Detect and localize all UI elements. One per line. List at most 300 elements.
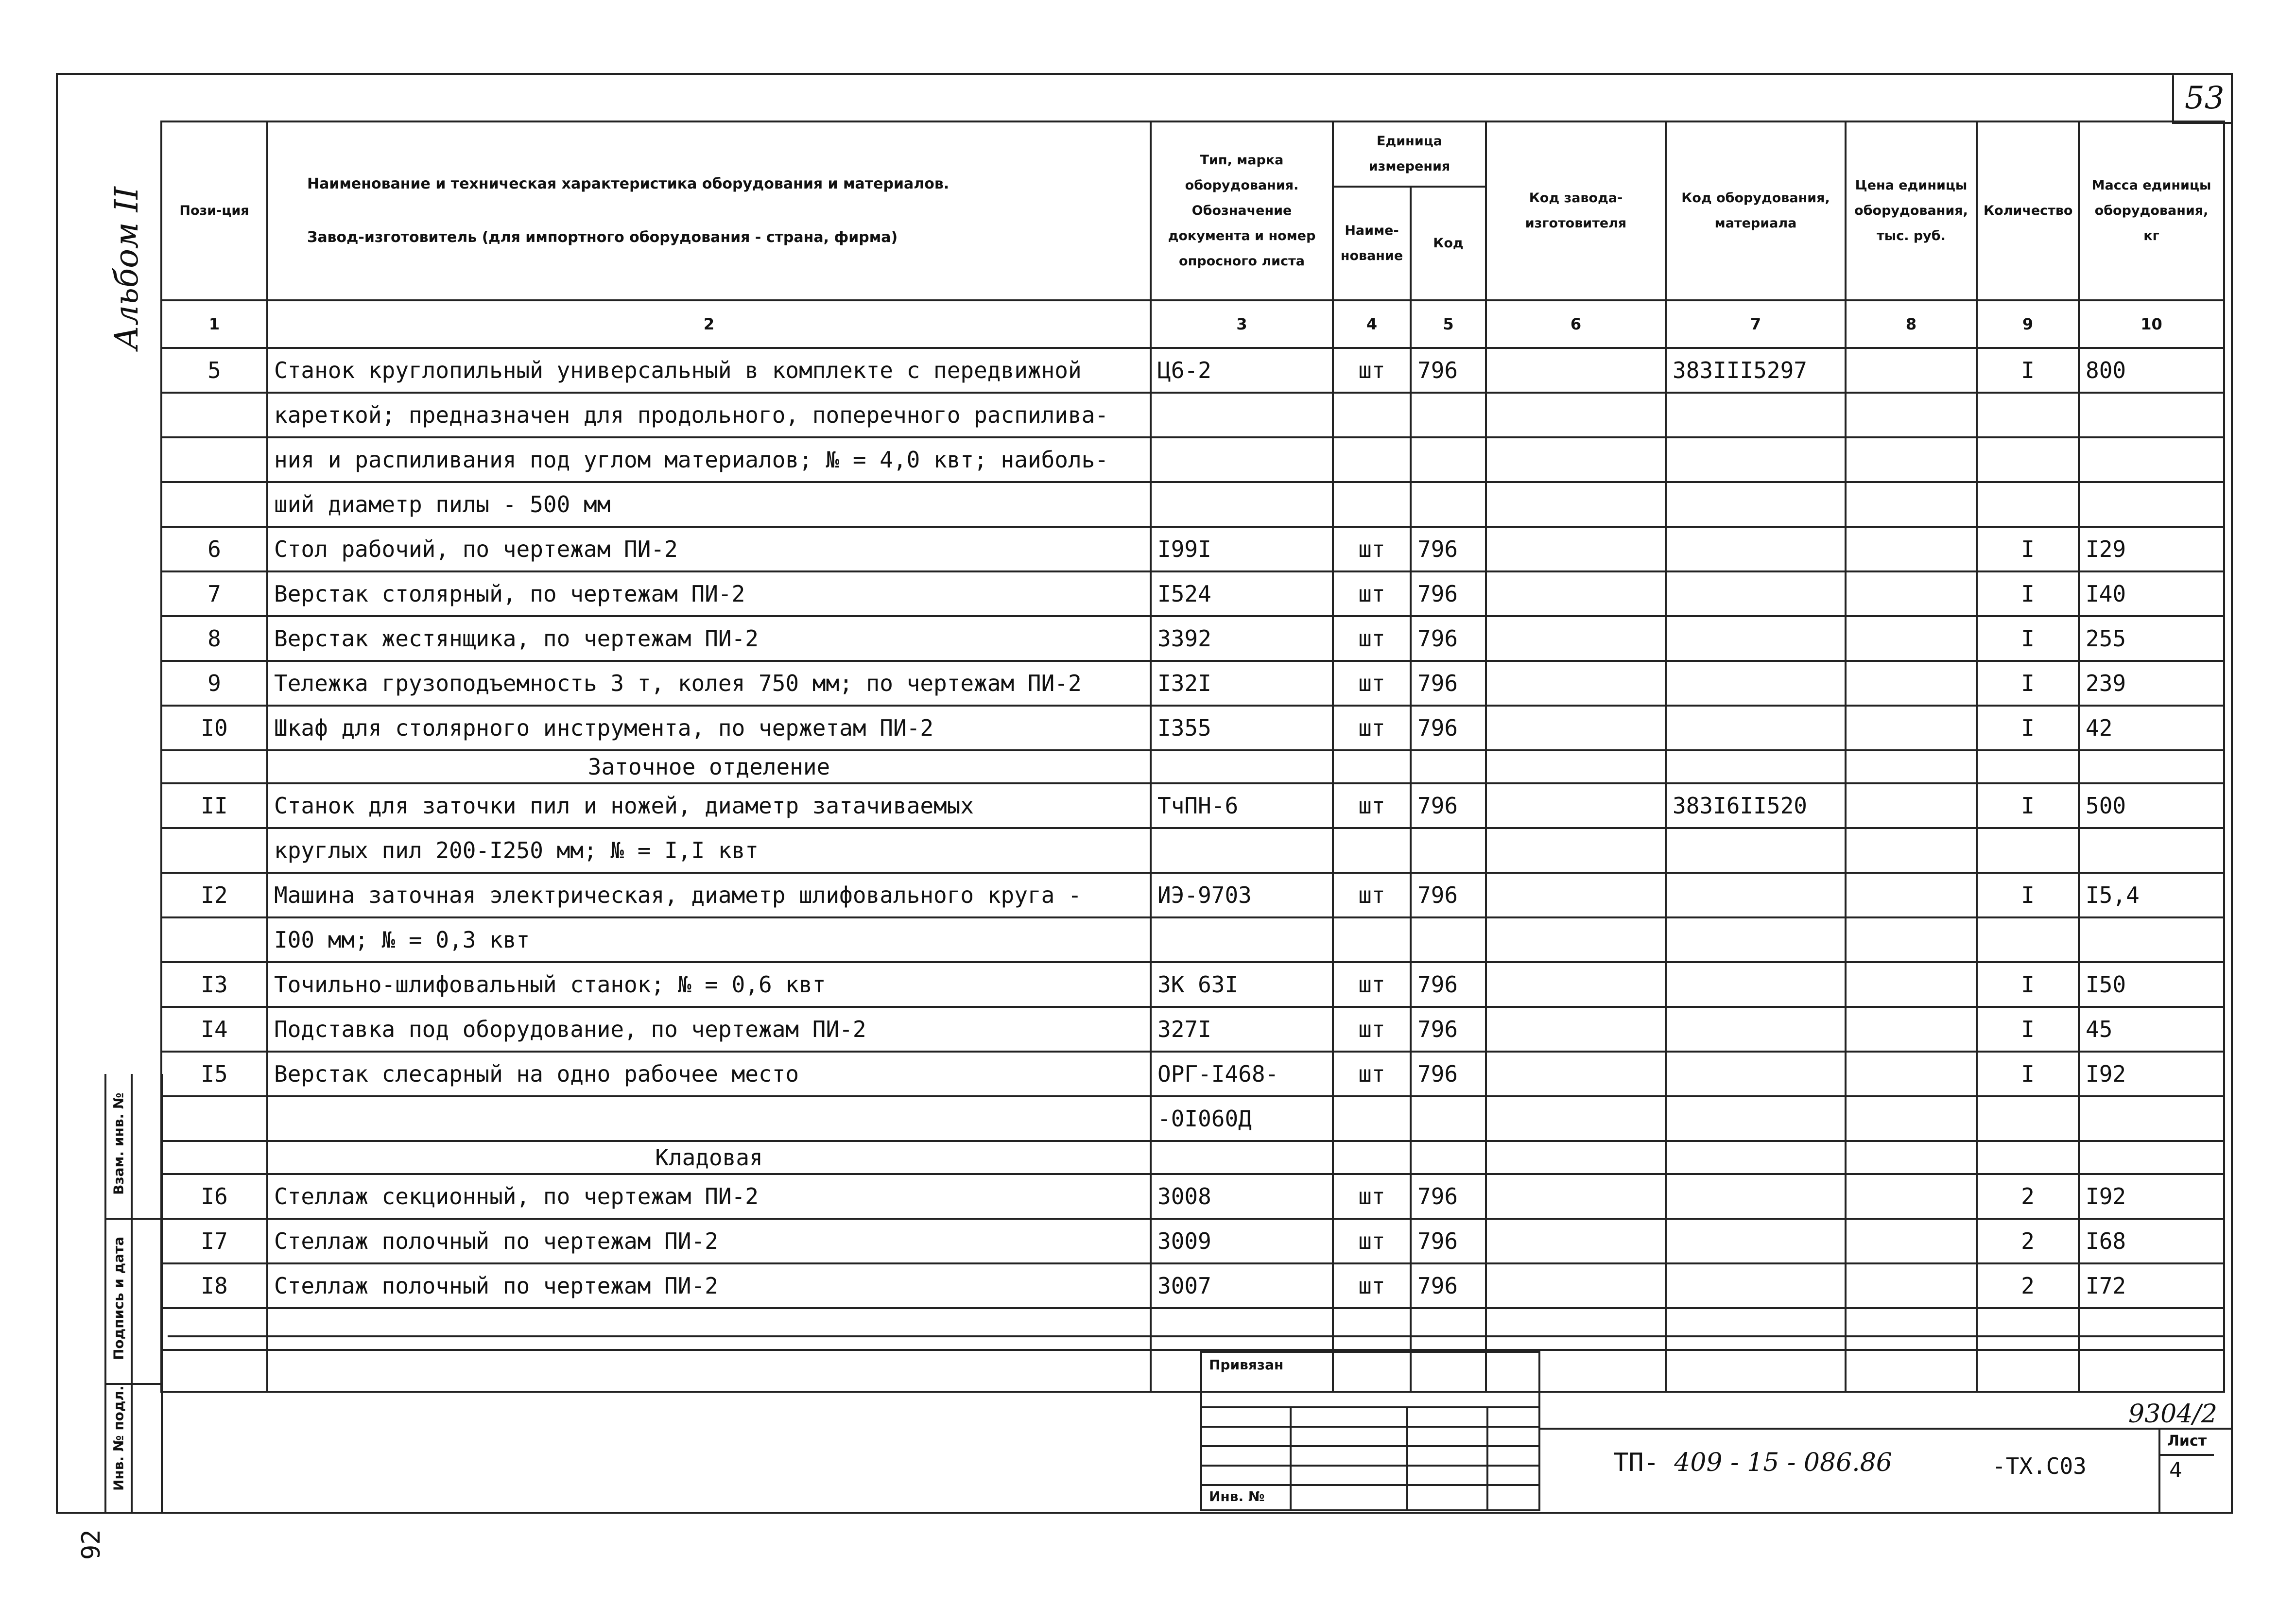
section-empty-cell <box>1846 1141 1977 1174</box>
row-quantity <box>1977 393 2079 437</box>
table-row <box>161 1096 2224 1141</box>
row-name: Станок круглопильный универсальный в комплекте с передвижной <box>267 348 1151 393</box>
row-unit-code: 796 <box>1411 783 1486 828</box>
row-unit-code: 796 <box>1411 1174 1486 1219</box>
row-mass: I68 <box>2079 1219 2224 1263</box>
section-empty-cell <box>2079 1141 2224 1174</box>
row-price <box>1846 1052 1977 1096</box>
row-position <box>161 482 267 527</box>
table-row <box>161 917 2224 962</box>
row-factory-code <box>1486 917 1666 962</box>
sheet-box-line <box>2160 1454 2214 1456</box>
row-price <box>1846 348 1977 393</box>
row-equipment-code <box>1666 1052 1846 1096</box>
section-empty-cell <box>1411 1141 1486 1174</box>
row-position: 8 <box>161 616 267 661</box>
row-quantity: I <box>1977 783 2079 828</box>
row-position: 6 <box>161 527 267 571</box>
row-type <box>1151 917 1333 962</box>
row-price <box>1846 616 1977 661</box>
row-position <box>161 917 267 962</box>
row-factory-code <box>1486 873 1666 917</box>
row-mass: 239 <box>2079 661 2224 706</box>
row-mass: I50 <box>2079 962 2224 1007</box>
row-position: II <box>161 783 267 828</box>
row-unit <box>1333 437 1411 482</box>
row-unit-code: 796 <box>1411 1052 1486 1096</box>
equipment-specification-table <box>160 121 2225 1393</box>
row-price <box>1846 393 1977 437</box>
row-quantity: I <box>1977 1007 2079 1052</box>
row-unit <box>1333 482 1411 527</box>
row-type: ИЭ-9703 <box>1151 873 1333 917</box>
row-position: I2 <box>161 873 267 917</box>
table-body <box>161 348 2224 1392</box>
row-quantity: 2 <box>1977 1219 2079 1263</box>
row-equipment-code <box>1666 1263 1846 1308</box>
row-equipment-code: 383I6II520 <box>1666 783 1846 828</box>
row-position: 9 <box>161 661 267 706</box>
row-factory-code <box>1486 1174 1666 1219</box>
column-number-row <box>161 300 2224 348</box>
row-factory-code <box>1486 1052 1666 1096</box>
row-unit: шт <box>1333 1263 1411 1308</box>
replace-inv-label: Взам. инв. № <box>110 1092 127 1195</box>
row-equipment-code <box>1666 1096 1846 1141</box>
row-unit <box>1333 828 1411 873</box>
row-price <box>1846 1007 1977 1052</box>
row-unit-code: 796 <box>1411 661 1486 706</box>
table-row <box>161 348 2224 393</box>
row-unit-code <box>1411 393 1486 437</box>
row-equipment-code <box>1666 571 1846 616</box>
row-quantity <box>1977 482 2079 527</box>
row-equipment-code <box>1666 527 1846 571</box>
row-price <box>1846 917 1977 962</box>
row-unit-code: 796 <box>1411 1263 1486 1308</box>
row-name: Тележка грузоподъемность 3 т, колея 750 мм; по чертежам ПИ-2 <box>267 661 1151 706</box>
row-factory-code <box>1486 783 1666 828</box>
stamp-divider <box>1290 1406 1292 1509</box>
row-position <box>161 437 267 482</box>
row-name <box>267 1096 1151 1141</box>
row-mass <box>2079 917 2224 962</box>
row-quantity: I <box>1977 661 2079 706</box>
row-equipment-code <box>1666 1219 1846 1263</box>
row-mass: I92 <box>2079 1052 2224 1096</box>
row-unit <box>1333 1096 1411 1141</box>
row-unit: шт <box>1333 348 1411 393</box>
blank-cell <box>161 1350 267 1392</box>
blank-cell <box>1666 1350 1846 1392</box>
row-quantity <box>1977 828 2079 873</box>
row-type: 3008 <box>1151 1174 1333 1219</box>
column-number: 7 <box>1666 300 1846 348</box>
row-unit-code: 796 <box>1411 1219 1486 1263</box>
signature-date-label: Подпись и дата <box>110 1236 127 1360</box>
row-unit-code: 796 <box>1411 616 1486 661</box>
row-factory-code <box>1486 1007 1666 1052</box>
row-price <box>1846 1219 1977 1263</box>
row-quantity: 2 <box>1977 1263 2079 1308</box>
row-mass: I92 <box>2079 1174 2224 1219</box>
section-empty-cell <box>1666 750 1846 783</box>
header-type: Тип, марка оборудования. Обозначение документа и номер опросного листа <box>1151 121 1333 300</box>
sheet-value: 4 <box>2169 1458 2182 1483</box>
row-mass <box>2079 482 2224 527</box>
section-title: Кладовая <box>267 1141 1151 1174</box>
row-type: 3007 <box>1151 1263 1333 1308</box>
row-name: Верстак столярный, по чертежам ПИ-2 <box>267 571 1151 616</box>
column-number: 2 <box>267 300 1151 348</box>
row-mass: 800 <box>2079 348 2224 393</box>
row-unit-code <box>1411 917 1486 962</box>
blank-cell <box>1977 1308 2079 1350</box>
row-factory-code <box>1486 962 1666 1007</box>
blank-cell <box>1846 1308 1977 1350</box>
section-empty-cell <box>1411 750 1486 783</box>
blank-cell <box>1486 1308 1666 1350</box>
blank-cell <box>267 1350 1151 1392</box>
section-empty-cell <box>1333 750 1411 783</box>
row-mass: 42 <box>2079 706 2224 750</box>
table-row <box>161 437 2224 482</box>
row-price <box>1846 706 1977 750</box>
stamp-divider <box>1406 1406 1408 1509</box>
row-position: 7 <box>161 571 267 616</box>
section-row <box>161 1141 2224 1174</box>
table-row <box>161 783 2224 828</box>
row-unit-code: 796 <box>1411 1007 1486 1052</box>
row-equipment-code <box>1666 437 1846 482</box>
blank-cell <box>1151 1308 1333 1350</box>
blank-cell <box>161 1308 267 1350</box>
row-quantity: I <box>1977 616 2079 661</box>
row-unit <box>1333 917 1411 962</box>
row-factory-code <box>1486 1219 1666 1263</box>
row-price <box>1846 571 1977 616</box>
header-quantity: Количество <box>1977 121 2079 300</box>
blank-cell <box>1333 1308 1411 1350</box>
table-row <box>161 571 2224 616</box>
row-name: ния и распиливания под углом материалов; № = 4,0 квт; наиболь- <box>267 437 1151 482</box>
row-price <box>1846 783 1977 828</box>
row-mass: I72 <box>2079 1263 2224 1308</box>
row-factory-code <box>1486 706 1666 750</box>
row-name: Шкаф для столярного инструмента, по чержетам ПИ-2 <box>267 706 1151 750</box>
section-empty-cell <box>1846 750 1977 783</box>
page-number: 92 <box>77 1529 106 1560</box>
table-row <box>161 527 2224 571</box>
row-quantity: I <box>1977 962 2079 1007</box>
row-mass <box>2079 393 2224 437</box>
row-unit-code: 796 <box>1411 962 1486 1007</box>
row-quantity <box>1977 437 2079 482</box>
blank-cell <box>1666 1308 1846 1350</box>
row-type: I524 <box>1151 571 1333 616</box>
side-approval-strip <box>104 1074 168 1514</box>
header-price: Цена единицы оборудования, тыс. руб. <box>1846 121 1977 300</box>
row-type <box>1151 393 1333 437</box>
section-empty-cell <box>1151 1141 1333 1174</box>
row-factory-code <box>1486 1263 1666 1308</box>
row-name: круглых пил 200-I250 мм; № = I,I квт <box>267 828 1151 873</box>
row-unit <box>1333 393 1411 437</box>
row-unit-code <box>1411 482 1486 527</box>
table-row <box>161 661 2224 706</box>
row-name: Подставка под оборудование, по чертежам ПИ-2 <box>267 1007 1151 1052</box>
blank-row <box>161 1350 2224 1392</box>
row-factory-code <box>1486 616 1666 661</box>
section-position-cell <box>161 1141 267 1174</box>
row-price <box>1846 828 1977 873</box>
row-type: I32I <box>1151 661 1333 706</box>
stamp-title: Привязан <box>1209 1357 1284 1373</box>
section-position-cell <box>161 750 267 783</box>
row-price <box>1846 661 1977 706</box>
table-row <box>161 873 2224 917</box>
table-bottom-divider <box>168 1335 2223 1337</box>
row-quantity: I <box>1977 527 2079 571</box>
blank-row <box>161 1308 2224 1350</box>
row-unit: шт <box>1333 783 1411 828</box>
document-code-suffix: -ТХ.С03 <box>1992 1453 2087 1479</box>
row-price <box>1846 1096 1977 1141</box>
row-equipment-code <box>1666 1174 1846 1219</box>
sheet-corner-box <box>2172 75 2233 124</box>
column-number: 6 <box>1486 300 1666 348</box>
row-quantity <box>1977 1096 2079 1141</box>
sheet-label: Лист <box>2167 1433 2207 1450</box>
row-equipment-code <box>1666 1007 1846 1052</box>
stamp-box <box>1200 1351 1540 1511</box>
row-position: I0 <box>161 706 267 750</box>
row-unit: шт <box>1333 1219 1411 1263</box>
row-equipment-code <box>1666 661 1846 706</box>
row-type <box>1151 437 1333 482</box>
column-number: 3 <box>1151 300 1333 348</box>
row-position: I6 <box>161 1174 267 1219</box>
row-quantity: 2 <box>1977 1174 2079 1219</box>
row-name: ший диаметр пилы - 500 мм <box>267 482 1151 527</box>
row-position: 5 <box>161 348 267 393</box>
section-title: Заточное отделение <box>267 750 1151 783</box>
row-name: Стеллаж секционный, по чертежам ПИ-2 <box>267 1174 1151 1219</box>
header-unit-name: Наиме-нование <box>1333 187 1411 300</box>
section-empty-cell <box>1333 1141 1411 1174</box>
blank-cell <box>1846 1350 1977 1392</box>
row-equipment-code <box>1666 873 1846 917</box>
table-row <box>161 962 2224 1007</box>
stamp-inv-label: Инв. № <box>1209 1488 1265 1504</box>
row-type: 3009 <box>1151 1219 1333 1263</box>
row-equipment-code <box>1666 917 1846 962</box>
row-equipment-code <box>1666 706 1846 750</box>
inv-original-label: Инв. № подл. <box>110 1385 127 1491</box>
row-position <box>161 1096 267 1141</box>
row-name: Верстак слесарный на одно рабочее место <box>267 1052 1151 1096</box>
row-mass: I40 <box>2079 571 2224 616</box>
section-empty-cell <box>1977 750 2079 783</box>
row-quantity: I <box>1977 873 2079 917</box>
row-mass: I29 <box>2079 527 2224 571</box>
row-mass <box>2079 437 2224 482</box>
header-unit-code: Код <box>1411 187 1486 300</box>
row-mass: 500 <box>2079 783 2224 828</box>
row-position: I7 <box>161 1219 267 1263</box>
page-number-block <box>73 1516 106 1560</box>
row-position: I4 <box>161 1007 267 1052</box>
table-row <box>161 1263 2224 1308</box>
row-type: ТчПН-6 <box>1151 783 1333 828</box>
row-factory-code <box>1486 482 1666 527</box>
row-mass <box>2079 1096 2224 1141</box>
signature-date-cell <box>106 1220 131 1385</box>
header-equipment-code: Код оборудования, материала <box>1666 121 1846 300</box>
replace-inv-value-cell <box>129 1074 161 1220</box>
header-position: Пози-ция <box>161 121 267 300</box>
row-factory-code <box>1486 348 1666 393</box>
row-price <box>1846 437 1977 482</box>
header-unit-group: Единица измерения <box>1333 121 1486 187</box>
row-price <box>1846 482 1977 527</box>
blank-cell <box>1977 1350 2079 1392</box>
section-empty-cell <box>1977 1141 2079 1174</box>
row-unit-code <box>1411 437 1486 482</box>
row-mass <box>2079 828 2224 873</box>
original-number: 9304/2 <box>2128 1400 2217 1429</box>
header-mass: Масса единицы оборудования, кг <box>2079 121 2224 300</box>
row-mass: 255 <box>2079 616 2224 661</box>
row-price <box>1846 527 1977 571</box>
signature-date-value-cell <box>129 1220 161 1385</box>
row-name: Верстак жестянщика, по чертежам ПИ-2 <box>267 616 1151 661</box>
section-empty-cell <box>1486 1141 1666 1174</box>
row-equipment-code <box>1666 482 1846 527</box>
row-unit-code: 796 <box>1411 706 1486 750</box>
header-name <box>267 121 1151 300</box>
row-unit: шт <box>1333 527 1411 571</box>
replace-inv-cell <box>106 1074 131 1220</box>
row-unit-code: 796 <box>1411 527 1486 571</box>
row-factory-code <box>1486 527 1666 571</box>
section-empty-cell <box>1151 750 1333 783</box>
row-unit-code: 796 <box>1411 873 1486 917</box>
row-price <box>1846 1263 1977 1308</box>
row-name: кареткой; предназначен для продольного, поперечного распилива- <box>267 393 1151 437</box>
sheet-corner-number: 53 <box>2185 80 2225 116</box>
section-empty-cell <box>2079 750 2224 783</box>
row-quantity <box>1977 917 2079 962</box>
table-row <box>161 828 2224 873</box>
row-unit-code <box>1411 828 1486 873</box>
row-type: 3392 <box>1151 616 1333 661</box>
row-unit-code: 796 <box>1411 348 1486 393</box>
table-row <box>161 706 2224 750</box>
row-unit: шт <box>1333 661 1411 706</box>
row-equipment-code <box>1666 962 1846 1007</box>
table-row <box>161 1052 2224 1096</box>
row-price <box>1846 873 1977 917</box>
header-name-line2: Завод-изготовитель (для импортного оборудования - страна, фирма) <box>307 229 898 246</box>
row-position: I8 <box>161 1263 267 1308</box>
row-equipment-code: 383III5297 <box>1666 348 1846 393</box>
table-row <box>161 1007 2224 1052</box>
blank-cell <box>267 1308 1151 1350</box>
row-unit: шт <box>1333 873 1411 917</box>
table-row <box>161 482 2224 527</box>
row-type: 3К 63I <box>1151 962 1333 1007</box>
section-empty-cell <box>1486 750 1666 783</box>
table-row <box>161 1219 2224 1263</box>
row-factory-code <box>1486 828 1666 873</box>
section-row <box>161 750 2224 783</box>
row-quantity: I <box>1977 706 2079 750</box>
row-factory-code <box>1486 1096 1666 1141</box>
row-equipment-code <box>1666 828 1846 873</box>
row-type: 327I <box>1151 1007 1333 1052</box>
blank-cell <box>2079 1308 2224 1350</box>
row-unit: шт <box>1333 962 1411 1007</box>
column-number: 10 <box>2079 300 2224 348</box>
row-name: Станок для заточки пил и ножей, диаметр затачиваемых <box>267 783 1151 828</box>
row-type: Ц6-2 <box>1151 348 1333 393</box>
row-quantity: I <box>1977 1052 2079 1096</box>
row-position: I5 <box>161 1052 267 1096</box>
row-type: I355 <box>1151 706 1333 750</box>
stamp-divider <box>1486 1406 1488 1509</box>
row-unit: шт <box>1333 1174 1411 1219</box>
row-type: -0I060Д <box>1151 1096 1333 1141</box>
sheet-number-box <box>2158 1430 2214 1512</box>
row-name: Стол рабочий, по чертежам ПИ-2 <box>267 527 1151 571</box>
row-unit: шт <box>1333 1007 1411 1052</box>
row-name: Машина заточная электрическая, диаметр шлифовального круга - <box>267 873 1151 917</box>
row-price <box>1846 962 1977 1007</box>
inv-original-value-cell <box>129 1385 161 1514</box>
column-number: 9 <box>1977 300 2079 348</box>
row-quantity: I <box>1977 348 2079 393</box>
column-number: 5 <box>1411 300 1486 348</box>
column-number: 1 <box>161 300 267 348</box>
row-unit: шт <box>1333 706 1411 750</box>
document-code <box>1613 1448 1892 1477</box>
row-unit-code: 796 <box>1411 571 1486 616</box>
row-factory-code <box>1486 661 1666 706</box>
row-unit: шт <box>1333 616 1411 661</box>
album-label: Альбом II <box>108 187 145 350</box>
row-equipment-code <box>1666 393 1846 437</box>
row-unit: шт <box>1333 571 1411 616</box>
row-name: Точильно-шлифовальный станок; № = 0,6 квт <box>267 962 1151 1007</box>
blank-cell <box>2079 1350 2224 1392</box>
inv-original-cell <box>106 1385 131 1514</box>
row-equipment-code <box>1666 616 1846 661</box>
row-name: I00 мм; № = 0,3 квт <box>267 917 1151 962</box>
row-factory-code <box>1486 571 1666 616</box>
document-code-number: 409 - 15 - 086.86 <box>1674 1448 1892 1477</box>
row-position: I3 <box>161 962 267 1007</box>
row-type: ОРГ-I468- <box>1151 1052 1333 1096</box>
row-type <box>1151 482 1333 527</box>
side-strip-values <box>129 1074 163 1514</box>
header-factory-code: Код завода-изготовителя <box>1486 121 1666 300</box>
table-row <box>161 393 2224 437</box>
row-price <box>1846 1174 1977 1219</box>
row-unit: шт <box>1333 1052 1411 1096</box>
row-type <box>1151 828 1333 873</box>
row-unit-code <box>1411 1096 1486 1141</box>
